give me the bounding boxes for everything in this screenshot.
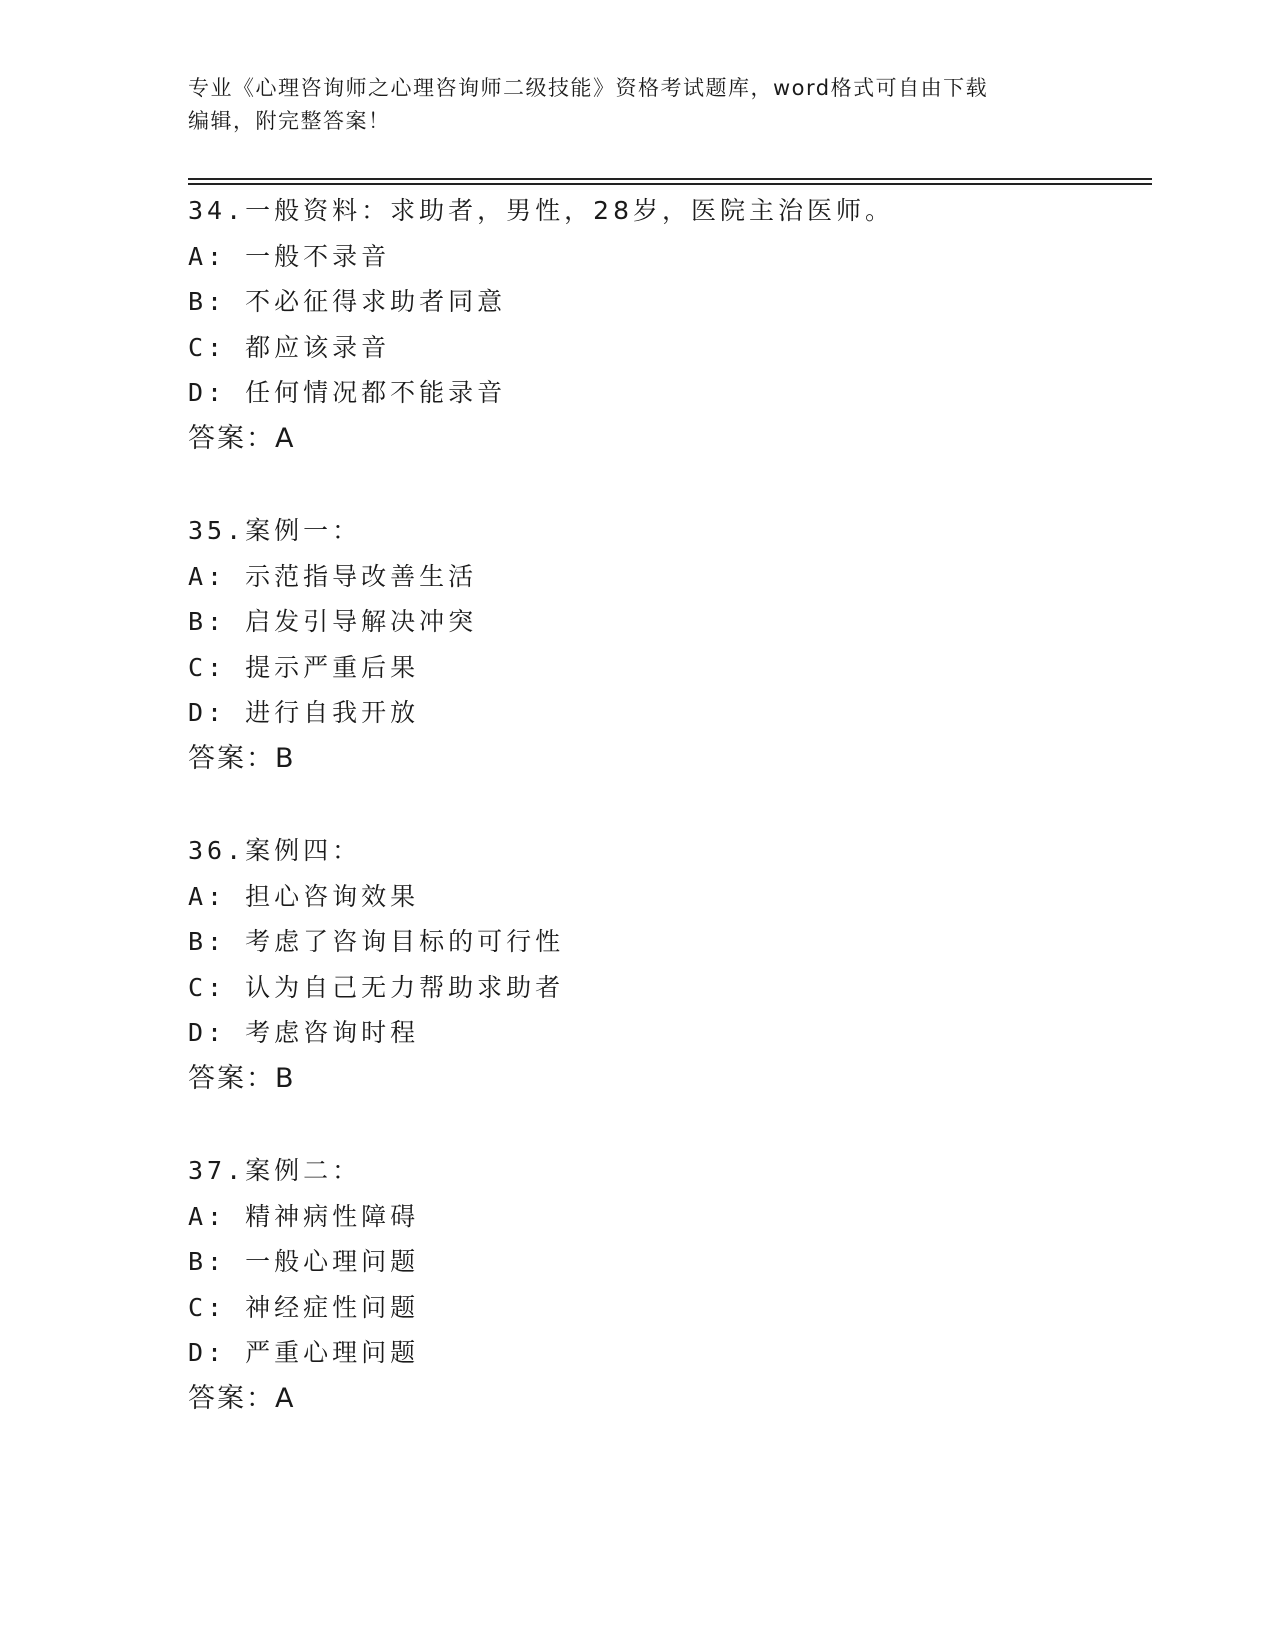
option-d bbox=[188, 370, 1152, 416]
option-c bbox=[188, 645, 1152, 691]
option-d bbox=[188, 1010, 1152, 1056]
option-text: 考虑了咨询目标的可行性 bbox=[245, 927, 565, 956]
option-b bbox=[188, 599, 1152, 645]
header-divider-bottom bbox=[188, 183, 1152, 185]
option-b bbox=[188, 1239, 1152, 1285]
option-text: 一般心理问题 bbox=[245, 1247, 420, 1276]
option-d bbox=[188, 1330, 1152, 1376]
option-a bbox=[188, 1194, 1152, 1240]
option-key: B: bbox=[188, 607, 227, 636]
option-a bbox=[188, 874, 1152, 920]
option-a bbox=[188, 554, 1152, 600]
header-line-1: 专业《心理咨询师之心理咨询师二级技能》资格考试题库，word格式可自由下载 bbox=[188, 76, 989, 100]
option-text: 都应该录音 bbox=[245, 332, 391, 362]
question-stem bbox=[188, 1148, 1152, 1194]
option-text: 神经症性问题 bbox=[245, 1292, 420, 1322]
question-37 bbox=[188, 1148, 1152, 1421]
option-key: C: bbox=[188, 972, 227, 1002]
option-b bbox=[188, 279, 1152, 325]
option-text: 严重心理问题 bbox=[245, 1338, 420, 1367]
option-b bbox=[188, 919, 1152, 965]
option-text: 考虑咨询时程 bbox=[245, 1018, 420, 1047]
option-key: D: bbox=[188, 1338, 227, 1367]
header-line-2: 编辑，附完整答案！ bbox=[188, 109, 391, 133]
question-34 bbox=[188, 188, 1152, 461]
option-key: C: bbox=[188, 332, 227, 362]
option-key: D: bbox=[188, 698, 227, 727]
option-key: A: bbox=[188, 561, 227, 591]
answer-line: 答案：B bbox=[188, 742, 296, 774]
option-key: C: bbox=[188, 1292, 227, 1322]
question-stem-text: 案例二： bbox=[245, 1156, 362, 1185]
option-text: 启发引导解决冲突 bbox=[245, 607, 478, 636]
option-text: 示范指导改善生活 bbox=[245, 561, 478, 591]
question-stem-text: 案例一： bbox=[245, 516, 362, 545]
question-stem bbox=[188, 828, 1152, 874]
question-number: 36. bbox=[188, 836, 246, 865]
question-stem bbox=[188, 188, 1152, 234]
question-stem-text: 案例四： bbox=[245, 836, 362, 865]
question-list bbox=[188, 188, 1152, 1468]
answer-line: 答案：A bbox=[188, 422, 296, 454]
option-a bbox=[188, 234, 1152, 280]
question-35 bbox=[188, 508, 1152, 781]
option-key: D: bbox=[188, 378, 227, 407]
header-divider-top bbox=[188, 178, 1152, 180]
option-text: 精神病性障碍 bbox=[245, 1201, 420, 1231]
question-36 bbox=[188, 828, 1152, 1101]
option-key: B: bbox=[188, 927, 227, 956]
option-c bbox=[188, 1285, 1152, 1331]
option-d bbox=[188, 690, 1152, 736]
option-key: A: bbox=[188, 241, 227, 271]
option-c bbox=[188, 325, 1152, 371]
question-stem-text: 一般资料：求助者，男性，28岁，医院主治医师。 bbox=[245, 196, 894, 225]
option-text: 进行自我开放 bbox=[245, 698, 420, 727]
question-number: 37. bbox=[188, 1156, 246, 1185]
option-text: 担心咨询效果 bbox=[245, 881, 420, 911]
option-key: A: bbox=[188, 1201, 227, 1231]
question-number: 34. bbox=[188, 196, 246, 225]
option-c bbox=[188, 965, 1152, 1011]
answer-line: 答案：B bbox=[188, 1062, 296, 1094]
option-text: 认为自己无力帮助求助者 bbox=[245, 972, 565, 1002]
document-header bbox=[188, 72, 1068, 138]
option-text: 不必征得求助者同意 bbox=[245, 287, 507, 316]
question-number: 35. bbox=[188, 516, 246, 545]
option-key: A: bbox=[188, 881, 227, 911]
option-key: D: bbox=[188, 1018, 227, 1047]
option-key: C: bbox=[188, 652, 227, 682]
option-text: 提示严重后果 bbox=[245, 652, 420, 682]
option-text: 一般不录音 bbox=[245, 241, 391, 271]
answer-line: 答案：A bbox=[188, 1382, 296, 1414]
option-key: B: bbox=[188, 287, 227, 316]
option-key: B: bbox=[188, 1247, 227, 1276]
option-text: 任何情况都不能录音 bbox=[245, 378, 507, 407]
question-stem bbox=[188, 508, 1152, 554]
